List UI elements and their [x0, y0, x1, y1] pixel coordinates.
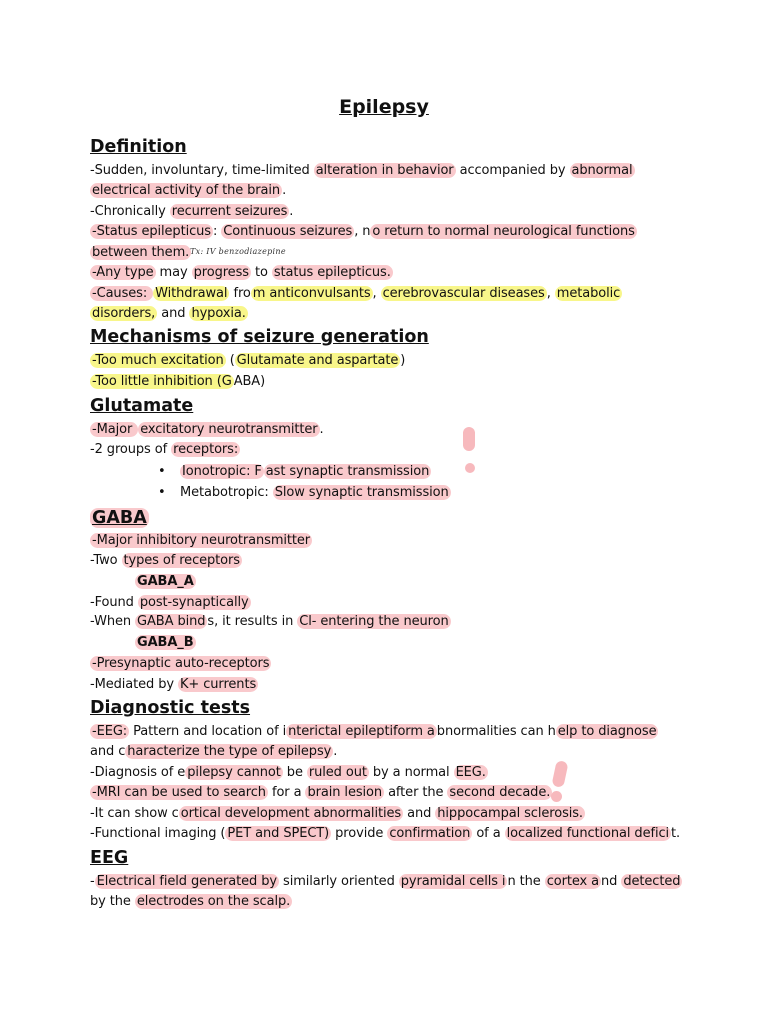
bullet-icon: • [158, 485, 166, 500]
handwritten-note: Tx: IV benzodiazepine [190, 247, 286, 256]
heading-definition: Definition [90, 137, 187, 157]
text-line: -When GABA bind s, it results in Cl- entering the neuron [90, 614, 449, 629]
text-line: -Chronically recurrent seizures . [90, 204, 294, 219]
heading-diagnostic: Diagnostic tests [90, 698, 251, 718]
text-line: -Presynaptic auto-receptors [92, 656, 270, 671]
text-line: -MRI can be used to search for a brain lesion after the second decade. [92, 785, 551, 800]
text-line: -It can show c ortical development abnormalities and hippocampal sclerosis. [90, 806, 583, 821]
bullet-icon: • [158, 464, 166, 479]
text-line: -Too little inhibition (G ABA) [92, 374, 266, 389]
page-title: Epilepsy [339, 96, 429, 118]
text-line: -Sudden, involuntary, time-limited alteration in behavior accompanied by abnormal [90, 163, 633, 178]
text-line: -Functional imaging ( PET and SPECT) provide confirmation of a localized functional defici t. [90, 826, 681, 841]
text-line: -Status epilepticus : Continuous seizures , n o return to normal neurological functions [92, 224, 635, 239]
bullet-item: • Ionotropic: F ast synaptic transmission [158, 464, 430, 479]
subheading-gaba-a: GABA_A [137, 574, 194, 589]
text-line: and c haracterize the type of epilepsy . [90, 744, 338, 759]
text-line: disorders, and hypoxia. [92, 306, 246, 321]
text-line: -Two types of receptors [90, 553, 240, 568]
text-line: - Electrical field generated by similarly oriented pyramidal cells i n the cortex a nd detected [90, 874, 681, 889]
text-line: -2 groups of receptors: [90, 442, 239, 457]
text-line: electrical activity of the brain . [92, 183, 287, 198]
text-line: -EEG: Pattern and location of i nterictal epileptiform a bnormalities can h elp to diagnose [92, 724, 657, 739]
text-line: -Found post-synaptically [90, 595, 249, 610]
text-line: -Any type may progress to status epilepticus. [92, 265, 391, 280]
subheading-gaba-b: GABA_B [137, 635, 194, 650]
heading-mechanisms: Mechanisms of seizure generation [90, 327, 429, 347]
text-line: -Diagnosis of e pilepsy cannot be ruled out by a normal EEG. [90, 765, 486, 780]
text-line: -Major excitatory neurotransmitter . [92, 422, 324, 437]
heading-eeg: EEG [90, 848, 129, 868]
text-line: -Mediated by K+ currents [90, 677, 257, 692]
text-line: -Too much excitation ( Glutamate and aspartate ) [92, 353, 406, 368]
text-line: -Causes: Withdrawal fro m anticonvulsants , cerebrovascular diseases , metabolic [92, 286, 621, 301]
heading-gaba: GABA [92, 508, 147, 528]
bullet-item: • Metabotropic: Slow synaptic transmission [158, 485, 449, 500]
text-line: between them. [92, 245, 190, 260]
text-line: by the electrodes on the scalp. [90, 894, 291, 909]
text-line: -Major inhibitory neurotransmitter [92, 533, 311, 548]
heading-glutamate: Glutamate [90, 396, 194, 416]
